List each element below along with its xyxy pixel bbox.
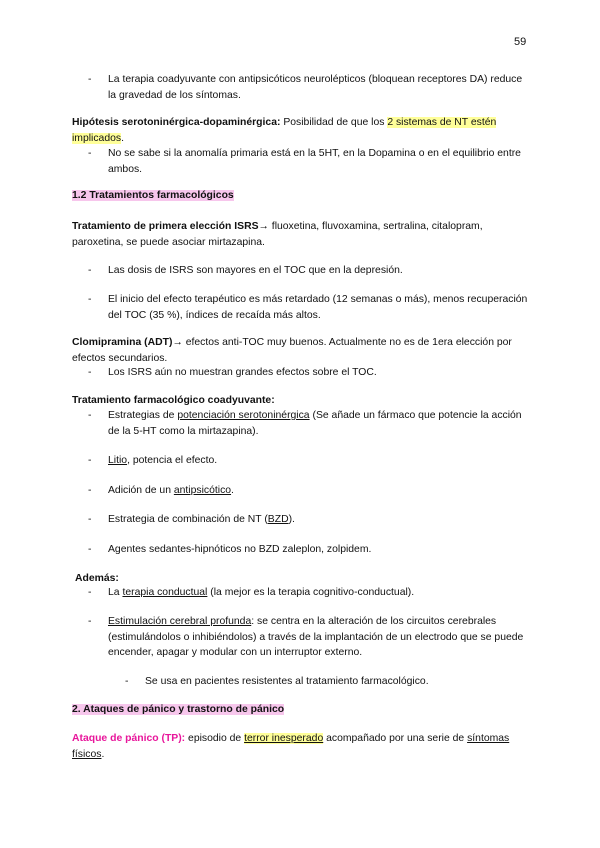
bullet-dash: - — [88, 544, 92, 555]
underlined-term: antipsicótico — [173, 485, 232, 496]
bullet-dash: - — [88, 485, 92, 496]
list-item-text: Los ISRS aún no muestran grandes efectos sobre el TOC. — [108, 367, 377, 378]
list-item-text — [108, 483, 532, 499]
hypothesis-paragraph — [72, 115, 532, 146]
bullet-dash: - — [88, 265, 92, 276]
list-item-text — [108, 408, 532, 439]
text-segment: Estrategia de combinación de NT ( — [108, 514, 268, 525]
page-number: 59 — [514, 36, 527, 48]
list-item — [88, 483, 532, 499]
underlined-term: Estimulación cerebral profunda — [108, 616, 252, 627]
text-segment: acompañado por una serie de — [323, 733, 468, 744]
list-item — [88, 614, 532, 661]
list-item — [88, 408, 532, 439]
section-heading-1-2 — [72, 188, 532, 204]
list-item — [88, 263, 532, 279]
list-item-text — [108, 614, 532, 661]
list-item — [88, 512, 532, 528]
adjuvant-title: Tratamiento farmacológico coadyuvante: — [72, 395, 275, 406]
clomipramine-paragraph — [72, 335, 532, 366]
section-heading-2 — [72, 702, 532, 718]
underlined-term: síntomas físicos — [72, 733, 510, 760]
adjuvant-heading — [72, 393, 532, 409]
bullet-dash: - — [88, 74, 92, 85]
clomipramine-title: Clomipramina (ADT) — [72, 337, 173, 348]
clomipramine-text: efectos anti-TOC muy buenos. Actualmente no es de 1era elección por efectos secundarios. — [72, 337, 512, 364]
text-segment: . — [231, 485, 234, 496]
first-choice-title: Tratamiento de primera elección ISRS→ — [72, 221, 269, 232]
text-segment: episodio de — [185, 733, 245, 744]
list-item — [88, 453, 532, 469]
list-item-text: Se usa en pacientes resistentes al tratamiento farmacológico. — [145, 676, 429, 687]
text-segment: . — [101, 748, 105, 760]
list-item — [88, 292, 532, 323]
text-segment: La — [108, 587, 123, 598]
sub-list-item — [125, 674, 525, 690]
first-choice-paragraph — [72, 219, 532, 250]
hypothesis-end: . — [121, 132, 124, 144]
first-choice-text: fluoxetina, fluvoxamina, sertralina, citalopram, paroxetina, se puede asociar mirtazapina. — [72, 221, 483, 248]
list-item — [88, 542, 532, 558]
text-segment: , potencia el efecto. — [127, 455, 218, 466]
text-segment: ). — [288, 514, 295, 525]
highlight-implicated: implicados — [72, 132, 122, 144]
bullet-dash: - — [88, 514, 92, 525]
underlined-term: Litio — [108, 455, 128, 466]
highlight-terror: terror inesperado — [244, 733, 324, 744]
bullet-dash: - — [88, 367, 92, 378]
underlined-term: terapia conductual — [122, 587, 208, 598]
text-segment: (Se añade un fármaco que potencie la acción de la 5-HT como la mirtazapina). — [108, 410, 522, 437]
hypothesis-title: Hipótesis serotoninérgica-dopaminérgica: — [72, 117, 281, 128]
list-item-text: Agentes sedantes-hipnóticos no BZD zaleplon, zolpidem. — [108, 544, 372, 555]
ademas-title: Además: — [75, 573, 119, 584]
text-segment: Adición de un — [108, 485, 174, 496]
list-item-text — [108, 585, 532, 601]
list-item-text: El inicio del efecto terapéutico es más retardado (12 semanas o más), menos recuperación del TOC (35 %), índices de recaída más altos. — [108, 294, 528, 321]
list-item-text — [108, 512, 532, 528]
text-segment: (la mejor es la terapia cognitivo-conductual). — [207, 587, 415, 598]
list-item — [88, 365, 532, 381]
list-item — [88, 585, 532, 601]
highlight-systems: 2 sistemas de NT estén — [387, 117, 497, 128]
bullet-dash: - — [88, 148, 92, 159]
arrow-glyph: → — [172, 337, 183, 348]
list-item — [88, 146, 532, 177]
bullet-dash: - — [88, 410, 92, 421]
section-title: 2. Ataques de pánico y trastorno de pánico — [72, 704, 285, 715]
list-item — [88, 72, 532, 103]
list-item-text: Las dosis de ISRS son mayores en el TOC que en la depresión. — [108, 265, 403, 276]
list-item-text — [108, 453, 532, 469]
bullet-dash: - — [88, 587, 92, 598]
list-item-text: La terapia coadyuvante con antipsicóticos neurolépticos (bloquean receptores DA) reduce la gravedad de los síntomas. — [108, 74, 523, 101]
bullet-dash: - — [88, 616, 92, 627]
underlined-term: BZD — [267, 514, 289, 525]
underlined-term: potenciación serotoninérgica — [177, 410, 310, 421]
text-segment: Estrategias de — [108, 410, 178, 421]
list-item-text: No se sabe si la anomalía primaria está en la 5HT, en la Dopamina o en el equilibrio entre ambos. — [108, 148, 521, 175]
hypothesis-text: Posibilidad de que los — [280, 117, 388, 128]
bullet-dash: - — [88, 455, 92, 466]
text-segment: : se centra en la alteración de los circuitos cerebrales (estimulándolos o inhibiéndolos) a través de la implantación de un electrodo que se puede encender, apagar y modular con un interruptor externo. — [108, 616, 524, 658]
bullet-dash: - — [88, 294, 92, 305]
section-title: 1.2 Tratamientos farmacológicos — [72, 190, 234, 201]
panic-paragraph — [72, 731, 532, 762]
panic-term: Ataque de pánico (TP): — [72, 733, 186, 744]
bullet-dash: - — [125, 676, 129, 687]
